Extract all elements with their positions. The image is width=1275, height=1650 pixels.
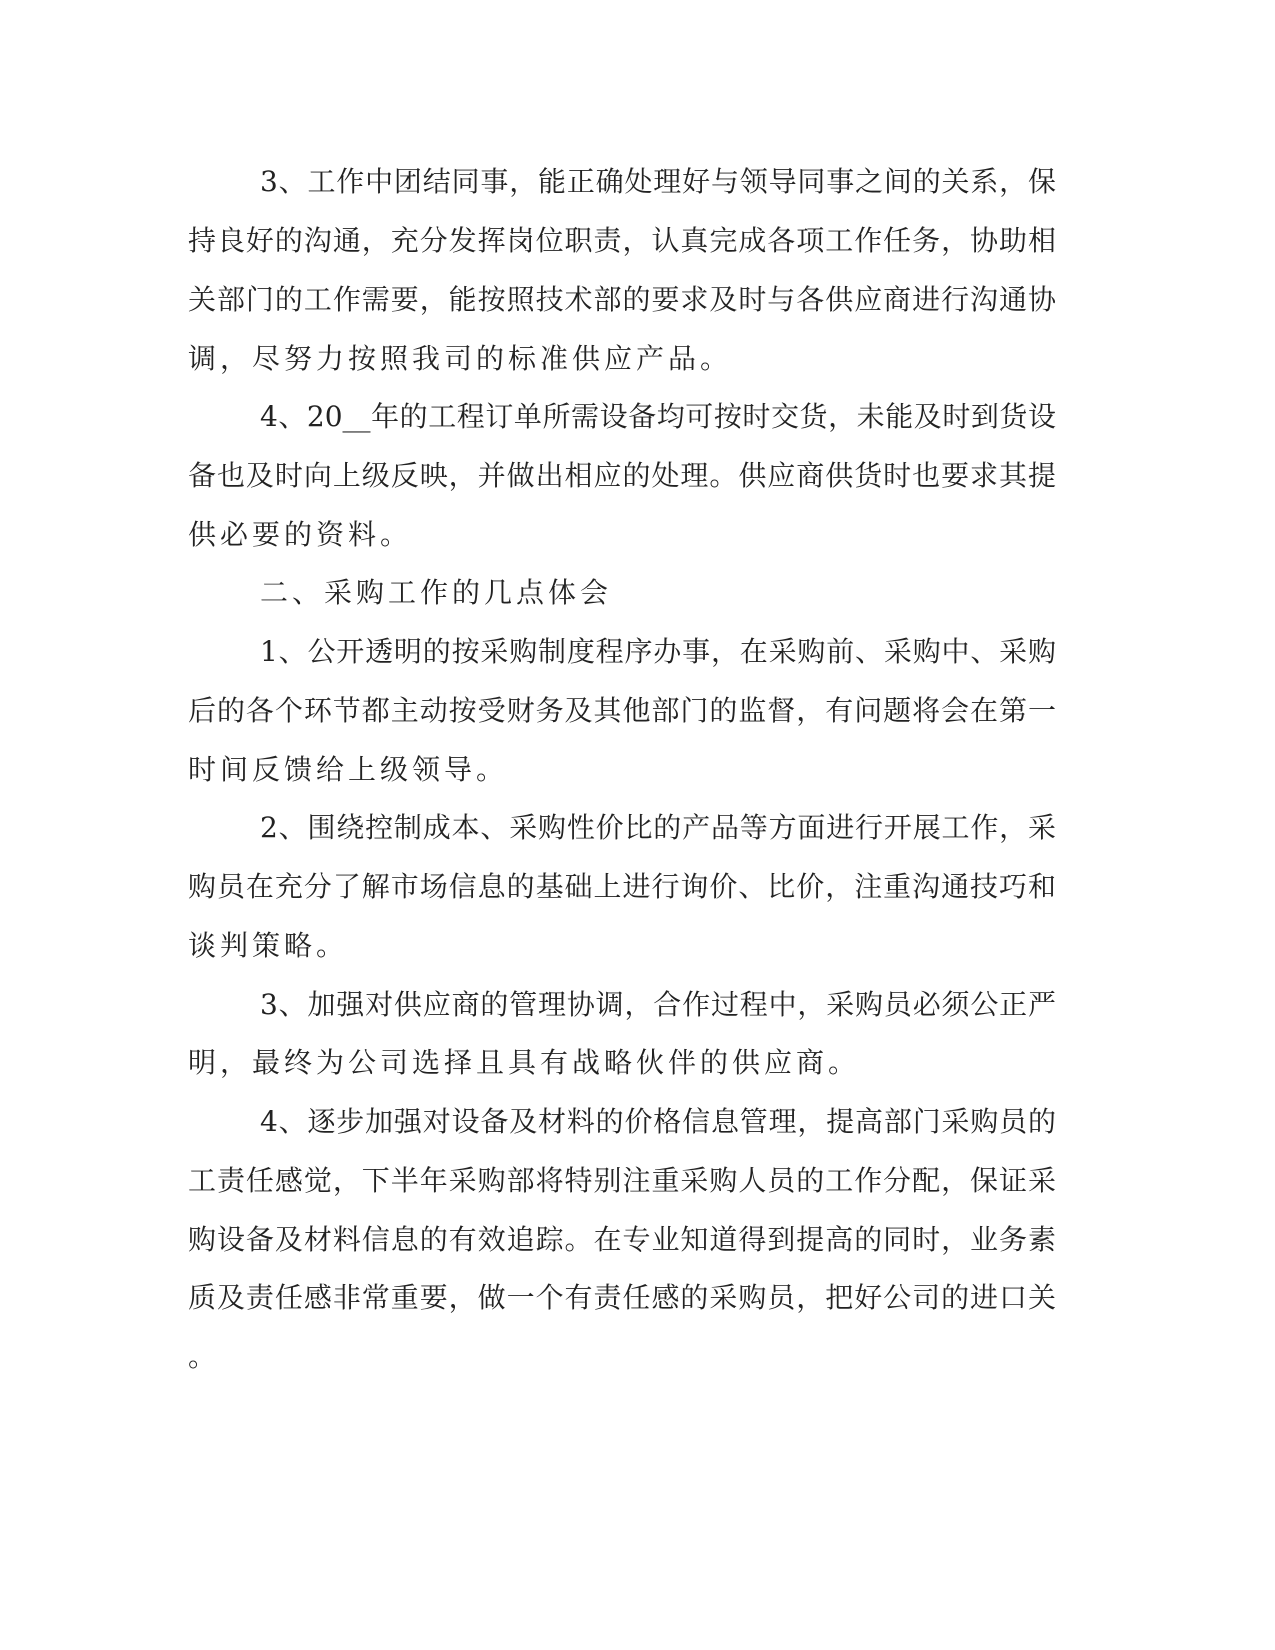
paragraph-1-line-4: 调，尽努力按照我司的标准供应产品。 xyxy=(188,342,733,375)
paragraph-1-line-3: 关部门的工作需要，能按照技术部的要求及时与各供应商进行沟通协 xyxy=(188,283,1056,316)
paragraph-4-line-3: 谈判策略。 xyxy=(188,929,349,962)
paragraph-2-line-2: 备也及时向上级反映，并做出相应的处理。供应商供货时也要求其提 xyxy=(188,459,1056,492)
paragraph-6-line-2: 工责任感觉，下半年采购部将特别注重采购人员的工作分配，保证采 xyxy=(188,1164,1056,1197)
paragraph-3-line-2: 后的各个环节都主动按受财务及其他部门的监督，有问题将会在第一 xyxy=(188,694,1056,727)
paragraph-2-line-3: 供必要的资料。 xyxy=(188,518,413,551)
paragraph-6-line-3: 购设备及材料信息的有效追踪。在专业知道得到提高的同时，业务素 xyxy=(188,1223,1056,1256)
paragraph-6-line-5: 。 xyxy=(188,1340,221,1373)
paragraph-2-line-1: 4、20__年的工程订单所需设备均可按时交货，未能及时到货设 xyxy=(260,400,1056,433)
paragraph-1-line-1: 3、工作中团结同事，能正确处理好与领导同事之间的关系，保 xyxy=(260,165,1056,198)
paragraph-6-line-4: 质及责任感非常重要，做一个有责任感的采购员，把好公司的进口关 xyxy=(188,1281,1056,1314)
paragraph-1-line-2: 持良好的沟通，充分发挥岗位职责，认真完成各项工作任务，协助相 xyxy=(188,224,1056,257)
paragraph-3-line-1: 1、公开透明的按采购制度程序办事，在采购前、采购中、采购 xyxy=(260,635,1056,668)
section-heading: 二、采购工作的几点体会 xyxy=(260,576,613,609)
paragraph-5-line-2: 明，最终为公司选择且具有战略伙伴的供应商。 xyxy=(188,1046,861,1079)
paragraph-4-line-1: 2、围绕控制成本、采购性价比的产品等方面进行开展工作，采 xyxy=(260,811,1056,844)
paragraph-4-line-2: 购员在充分了解市场信息的基础上进行询价、比价，注重沟通技巧和 xyxy=(188,870,1056,903)
paragraph-3-line-3: 时间反馈给上级领导。 xyxy=(188,753,509,786)
paragraph-6-line-1: 4、逐步加强对设备及材料的价格信息管理，提高部门采购员的 xyxy=(260,1105,1056,1138)
paragraph-5-line-1: 3、加强对供应商的管理协调，合作过程中，采购员必须公正严 xyxy=(260,988,1056,1021)
